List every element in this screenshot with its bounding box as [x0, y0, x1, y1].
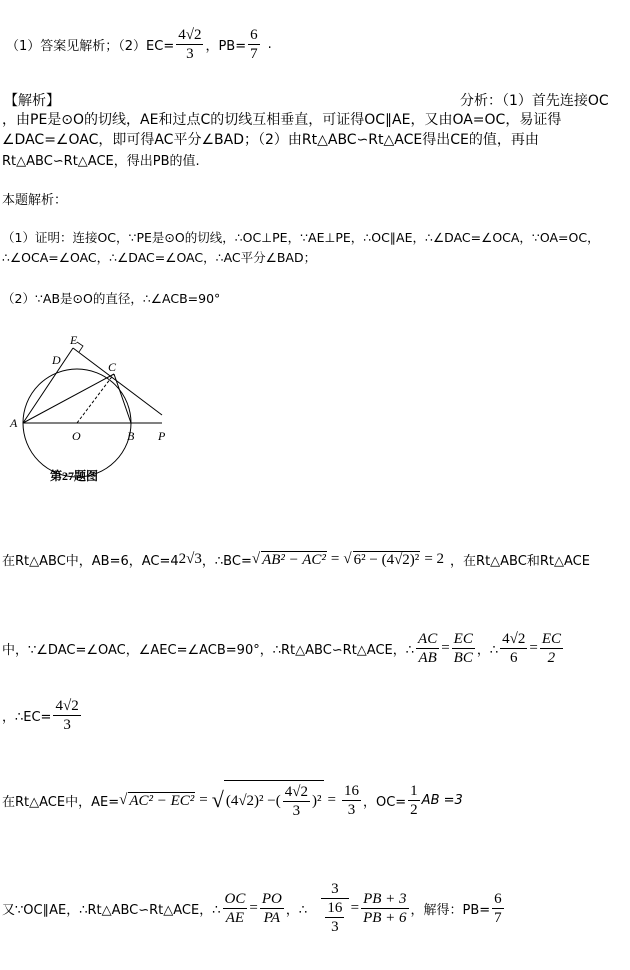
- calc2-f4-den: 2: [547, 650, 556, 666]
- label-c: C: [108, 360, 117, 374]
- line-ae: [23, 348, 73, 423]
- figure-caption: 第27题图: [50, 469, 99, 483]
- calc4-inner-num: 4√2: [284, 784, 308, 800]
- line-oc: [77, 374, 114, 423]
- calc1-result: = 2: [424, 551, 445, 567]
- calc2-f1-den: AB: [418, 650, 437, 666]
- calc5-f2-den: PA: [263, 909, 281, 926]
- calc1-bc: ，∴BC=: [201, 554, 252, 569]
- calc-line-1: 在Rt△ABC中，AB=6，AC=4 2√3 ，∴BC= √ AB² − AC² = √ 6² − (4√2)² = 2 ，在Rt△ABC和Rt△ACE: [2, 551, 590, 569]
- calc-line-5: 又∵OC∥AE，∴Rt△ABC∽Rt△ACE，∴ $\frac{OC}{AE}$ = $\frac{PO}{PA}$ ，∴ $\frac{3}{\frac{16}{3}}$ = $\frac{PB + 3}{PB + 6}$ ，解得：PB= $\frac{6}{7}$: [2, 881, 502, 935]
- calc2-lead: 中，∵∠DAC=∠OAC，∠AEC=∠ACB=90°，∴Rt△ABC∽Rt△ACE，∴: [2, 643, 415, 658]
- calc-line-3: [2, 697, 83, 734]
- answer-end: .: [267, 37, 272, 52]
- calc4-oc: ，OC=: [362, 794, 407, 810]
- analysis-line-4: Rt△ABC∽Rt△ACE，得出PB的值.: [2, 154, 200, 169]
- calc5-f3-num: PB + 3: [363, 890, 407, 907]
- calc5-f2-num: PO: [261, 890, 282, 907]
- calc5-lead: 又∵OC∥AE，∴Rt△ABC∽Rt△ACE，∴: [2, 902, 221, 918]
- geometry-figure: [0, 330, 180, 490]
- calc4-oc-tail: AB =3: [421, 792, 463, 808]
- calc5-pb-den: 7: [494, 909, 502, 926]
- pb-fraction: [248, 26, 260, 63]
- label-d: D: [52, 353, 61, 367]
- calc2-f4-num: EC: [541, 631, 561, 647]
- calc4-result-num: 16: [343, 782, 359, 799]
- calc5-solve: ，解得：PB=: [410, 902, 491, 918]
- pb-numerator: 6: [250, 27, 258, 43]
- line-ac: [23, 374, 114, 423]
- label-p: P: [158, 429, 166, 443]
- analysis-tag: 【解析】: [4, 93, 60, 109]
- calc4-oc-num: 1: [410, 782, 418, 799]
- calc-line-2: 中，∵∠DAC=∠OAC，∠AEC=∠ACB=90°，∴Rt△ABC∽Rt△ACE，∴ $\frac{AC}{AB}$ = $\frac{EC}{BC}$ ，∴ $\frac{4√2}{6}$ = $\frac{EC}{2}$: [2, 631, 561, 666]
- tangent-pe: [73, 348, 162, 415]
- answer-text: （1）答案见解析；（2）EC=: [6, 39, 175, 54]
- calc5-complex-top: 3: [321, 880, 349, 899]
- calc1-sqrt-1: AB² − AC²: [262, 552, 326, 568]
- calc1-lead: 在Rt△ABC中，AB=6，AC=4: [2, 554, 179, 569]
- calc2-sep: ，∴: [476, 643, 499, 658]
- calc5-complex-bottom-num: 16: [327, 900, 343, 916]
- calc4-inner-a: (4√2)² −: [225, 793, 276, 809]
- calc5-f1-num: OC: [224, 890, 246, 907]
- solution-title: 本题解析：: [2, 193, 68, 208]
- solution-p1a: （1）证明：连接OC，∵PE是⊙O的切线，∴OC⊥PE，∵AE⊥PE，∴OC∥AE，∴∠DAC=∠OCA，∵OA=OC，: [2, 230, 600, 245]
- calc4-eq: =: [199, 791, 208, 808]
- calc4-inner-den: 3: [292, 803, 301, 819]
- calc5-f1-den: AE: [225, 909, 245, 926]
- calc2-f3-num: 4√2: [502, 631, 526, 647]
- ec-fraction: [176, 26, 203, 63]
- calc4-result-den: 3: [347, 801, 356, 818]
- pb-label: ，PB=: [205, 39, 247, 54]
- calc5-sep: ，∴: [285, 902, 308, 918]
- calc2-f1-num: AC: [418, 631, 438, 647]
- calc1-eq: =: [330, 551, 340, 567]
- calc5-complex-bottom-den: 3: [331, 919, 339, 935]
- label-b: B: [127, 429, 135, 443]
- line-cb: [114, 374, 131, 423]
- pb-denominator: 7: [250, 46, 258, 62]
- calc-line-4: 在Rt△ACE中，AE= √ AC² − EC² = √ (4√2)² − ( $\frac{4√2}{3}$ )² = $\frac{16}{3}$ ，OC= $\frac{1}{2}$ AB =3: [2, 780, 463, 820]
- answer-line: [6, 26, 272, 63]
- solution-p1b: ∴∠OCA=∠OAC，∴∠DAC=∠OAC，∴AC平分∠BAD；: [2, 250, 317, 265]
- calc4-oc-den: 2: [410, 801, 418, 818]
- label-e: E: [70, 333, 78, 347]
- calc3-lead: ，∴EC=: [2, 710, 52, 725]
- calc1-sqrt-2: 6² − (4√2)²: [353, 552, 420, 568]
- analysis-head: 分析：（1）首先连接OC: [460, 93, 609, 109]
- calc4-lead: 在Rt△ACE中，AE=: [2, 794, 120, 810]
- calc5-f3-den: PB + 6: [363, 909, 407, 926]
- ec-numerator: 4√2: [178, 27, 202, 43]
- calc2-f3-den: 6: [509, 650, 518, 666]
- analysis-line-3: ∠DAC=∠OAC，即可得AC平分∠BAD；（2）由Rt△ABC∽Rt△ACE得出CE的值，再由: [2, 132, 539, 148]
- calc3-den: 3: [63, 717, 71, 733]
- label-a: A: [10, 416, 18, 430]
- calc2-f2-num: EC: [453, 631, 473, 647]
- calc5-pb-num: 6: [494, 890, 502, 907]
- calc2-f2-den: BC: [453, 650, 473, 666]
- calc3-num: 4√2: [55, 698, 79, 714]
- ec-denominator: 3: [186, 46, 194, 62]
- calc1-tail: ，在Rt△ABC和Rt△ACE: [450, 554, 590, 569]
- solution-p2: （2）∵AB是⊙O的直径，∴∠ACB=90°: [2, 291, 221, 306]
- calc4-sqrt: AC² − EC²: [129, 792, 195, 809]
- calc1-ac-rad: 2√3: [178, 551, 202, 567]
- analysis-line-2: ，由PE是⊙O的切线，AE和过点C的切线互相垂直，可证得OC∥AE，又由OA=OC，易证得: [2, 112, 562, 128]
- label-o: O: [72, 429, 81, 443]
- right-angle-mark: [77, 342, 83, 352]
